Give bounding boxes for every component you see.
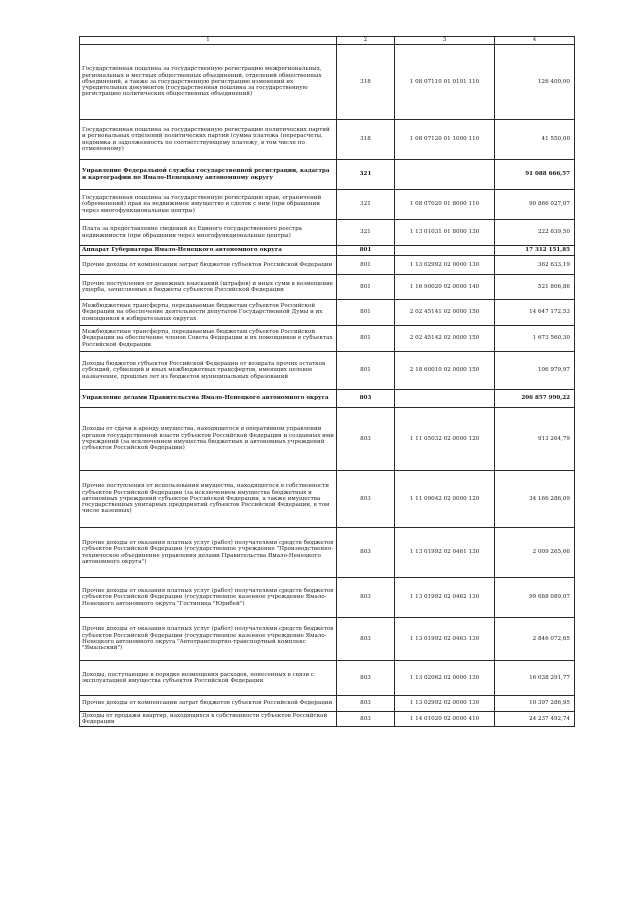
table-row [80, 352, 575, 390]
row-amount: 90 866 027,07 [495, 190, 575, 220]
row-amount: 106 979,97 [495, 352, 575, 390]
row-amount: 41 550,00 [495, 120, 575, 160]
row-admin-code: 803 [337, 408, 395, 471]
row-admin-code: 803 [337, 528, 395, 578]
row-admin-code: 318 [337, 120, 395, 160]
row-admin-code: 801 [337, 352, 395, 390]
row-admin-code: 321 [337, 160, 395, 190]
row-description: Прочие доходы от компенсации затрат бюджетов субъектов Российской Федерации [80, 696, 337, 712]
row-amount: 24 237 492,74 [495, 712, 575, 727]
table-row [80, 256, 575, 275]
table-row [80, 408, 575, 471]
row-budget-code: 2 02 45142 02 0000 150 [395, 326, 495, 352]
table-row [80, 578, 575, 618]
row-amount: 34 166 286,09 [495, 471, 575, 528]
row-admin-code: 801 [337, 300, 395, 326]
row-budget-code [395, 390, 495, 408]
row-amount: 521 806,86 [495, 275, 575, 300]
row-budget-code: 1 14 01020 02 0000 410 [395, 712, 495, 727]
row-amount: 362 633,19 [495, 256, 575, 275]
table-row [80, 326, 575, 352]
row-admin-code: 803 [337, 390, 395, 408]
table-row [80, 661, 575, 696]
table-row-section [80, 160, 575, 190]
header-col-2: 2 [337, 37, 395, 45]
row-budget-code: 1 13 01992 02 0462 130 [395, 578, 495, 618]
row-budget-code: 1 08 07020 01 8000 110 [395, 190, 495, 220]
table-row-section [80, 246, 575, 256]
table-row [80, 220, 575, 246]
row-admin-code: 803 [337, 578, 395, 618]
row-description: Государственная пошлина за государственную регистрацию прав, ограничений (обременений) прав на недвижимое имущество и сделок с ним (при обращении через многофункциональные центры) [80, 190, 337, 220]
row-budget-code [395, 160, 495, 190]
row-budget-code: 1 11 05032 02 0000 120 [395, 408, 495, 471]
row-admin-code: 321 [337, 220, 395, 246]
table-row [80, 45, 575, 120]
header-col-4: 4 [495, 37, 575, 45]
row-amount: 16 038 291,77 [495, 661, 575, 696]
row-budget-code [395, 246, 495, 256]
table-row [80, 471, 575, 528]
table-row [80, 190, 575, 220]
row-budget-code: 2 02 45141 02 0000 150 [395, 300, 495, 326]
row-admin-code: 801 [337, 246, 395, 256]
row-description: Управление Федеральной службы государственной регистрации, кадастра и картографии по Ямало-Ненецкому автономному округу [80, 160, 337, 190]
table-row [80, 528, 575, 578]
row-description: Плата за предоставление сведений из Единого государственного реестра недвижимости (при обращении через многофункциональные центры) [80, 220, 337, 246]
row-description: Доходы бюджетов субъектов Российской Федерации от возврата прочих остатков субсидий, субвенций и иных межбюджетных трансфертов, имеющих целевое назначение, прошлых лет из бюджетов муниципальных образований [80, 352, 337, 390]
table-row [80, 275, 575, 300]
row-budget-code: 1 16 90020 02 0000 140 [395, 275, 495, 300]
row-description: Прочие доходы от компенсации затрат бюджетов субъектов Российской Федерации [80, 256, 337, 275]
row-amount: 2 009 265,66 [495, 528, 575, 578]
row-amount: 1 673 560,30 [495, 326, 575, 352]
row-amount: 99 688 089,07 [495, 578, 575, 618]
row-amount: 222 639,50 [495, 220, 575, 246]
row-admin-code: 801 [337, 256, 395, 275]
row-budget-code: 1 13 01992 02 0461 130 [395, 528, 495, 578]
document-page [79, 36, 574, 727]
row-budget-code: 1 08 07120 01 1000 110 [395, 120, 495, 160]
row-amount: 17 312 151,85 [495, 246, 575, 256]
row-admin-code: 803 [337, 618, 395, 661]
row-admin-code: 803 [337, 712, 395, 727]
row-amount: 10 397 286,95 [495, 696, 575, 712]
table-row [80, 120, 575, 160]
row-description: Доходы от продажи квартир, находящихся в собственности субъектов Российской Федерации [80, 712, 337, 727]
header-col-3: 3 [395, 37, 495, 45]
table-row [80, 300, 575, 326]
row-description: Прочие доходы от оказания платных услуг (работ) получателями средств бюджетов субъектов Российской Федерации (государственное казенное учреждение Ямало-Ненецкого автономного округа "Автотранспортно-транспортный комплекс "Ямальский") [80, 618, 337, 661]
row-admin-code: 803 [337, 661, 395, 696]
revenue-table [79, 36, 575, 727]
row-budget-code: 1 13 02062 02 0000 130 [395, 661, 495, 696]
table-row [80, 618, 575, 661]
row-budget-code: 1 13 01992 02 0463 130 [395, 618, 495, 661]
row-amount: 91 088 666,57 [495, 160, 575, 190]
row-budget-code: 1 11 09042 02 0000 120 [395, 471, 495, 528]
row-description: Прочие доходы от оказания платных услуг (работ) получателями средств бюджетов субъектов Российской Федерации (государственное учреждение "Производственно-техническое объединение управления делами Правительства Ямало-Ненецкого автономного округа") [80, 528, 337, 578]
row-amount: 913 264,79 [495, 408, 575, 471]
row-amount: 14 647 172,53 [495, 300, 575, 326]
row-amount: 126 400,00 [495, 45, 575, 120]
row-description: Доходы, поступающие в порядке возмещения расходов, понесенных в связи с эксплуатацией имущества субъектов Российской Федерации [80, 661, 337, 696]
row-description: Межбюджетные трансферты, передаваемые бюджетам субъектов Российской Федерации на обеспечение членов Совета Федерации и их помощников в субъектах Российской Федерации [80, 326, 337, 352]
row-amount: 206 857 990,22 [495, 390, 575, 408]
row-description: Аппарат Губернатора Ямало-Ненецкого автономного округа [80, 246, 337, 256]
table-row-section [80, 390, 575, 408]
row-amount: 2 846 072,65 [495, 618, 575, 661]
table-row [80, 712, 575, 727]
row-budget-code: 1 08 07110 01 0101 110 [395, 45, 495, 120]
table-header-row [80, 37, 575, 45]
row-description: Межбюджетные трансферты, передаваемые бюджетам субъектов Российской Федерации на обеспечение деятельности депутатов Государственной Думы и их помощников в избирательных округах [80, 300, 337, 326]
row-description: Прочие доходы от оказания платных услуг (работ) получателями средств бюджетов субъектов Российской Федерации (государственное казенное учреждение Ямало-Ненецкого автономного округа "Гостиница "Юрибей") [80, 578, 337, 618]
row-description: Государственная пошлина за государственную регистрацию политических партий и региональных отделений политических партий (сумма платежа (перерасчеты, недоимка и задолженность по соответствующему платежу, в том числе по отмененному) [80, 120, 337, 160]
row-admin-code: 318 [337, 45, 395, 120]
row-budget-code: 1 13 02992 02 0000 130 [395, 696, 495, 712]
row-description: Управление делами Правительства Ямало-Ненецкого автономного округа [80, 390, 337, 408]
row-budget-code: 1 13 02992 02 0000 130 [395, 256, 495, 275]
row-description: Прочие поступления от использования имущества, находящегося в собственности субъектов Российской Федерации (за исключением имущества бюджетных и автономных учреждений субъектов Российской Федерации, а также имущества государственных унитарных предприятий субъектов Российской Федерации, в том числе казенных) [80, 471, 337, 528]
row-description: Доходы от сдачи в аренду имущества, находящегося в оперативном управлении органов государственной власти субъектов Российской Федерации и созданных ими учреждений (за исключением имущества бюджетных и автономных учреждений субъектов Российской Федерации) [80, 408, 337, 471]
row-admin-code: 801 [337, 275, 395, 300]
row-description: Государственная пошлина за государственную регистрацию межрегиональных, региональных и местных общественных объединений, отделений общественных объединений, а также за государственную регистрацию изменений их учредительных документов (государственная пошлина за государственную регистрацию политических общественных объединений) [80, 45, 337, 120]
table-row [80, 696, 575, 712]
row-admin-code: 321 [337, 190, 395, 220]
header-col-1: 1 [80, 37, 337, 45]
row-admin-code: 801 [337, 326, 395, 352]
row-admin-code: 803 [337, 471, 395, 528]
row-admin-code: 803 [337, 696, 395, 712]
row-description: Прочие поступления от денежных взысканий (штрафов) и иных сумм в возмещение ущерба, зачисляемые в бюджеты субъектов Российской Федерации [80, 275, 337, 300]
row-budget-code: 2 18 60010 02 0000 150 [395, 352, 495, 390]
row-budget-code: 1 13 01031 01 8000 130 [395, 220, 495, 246]
